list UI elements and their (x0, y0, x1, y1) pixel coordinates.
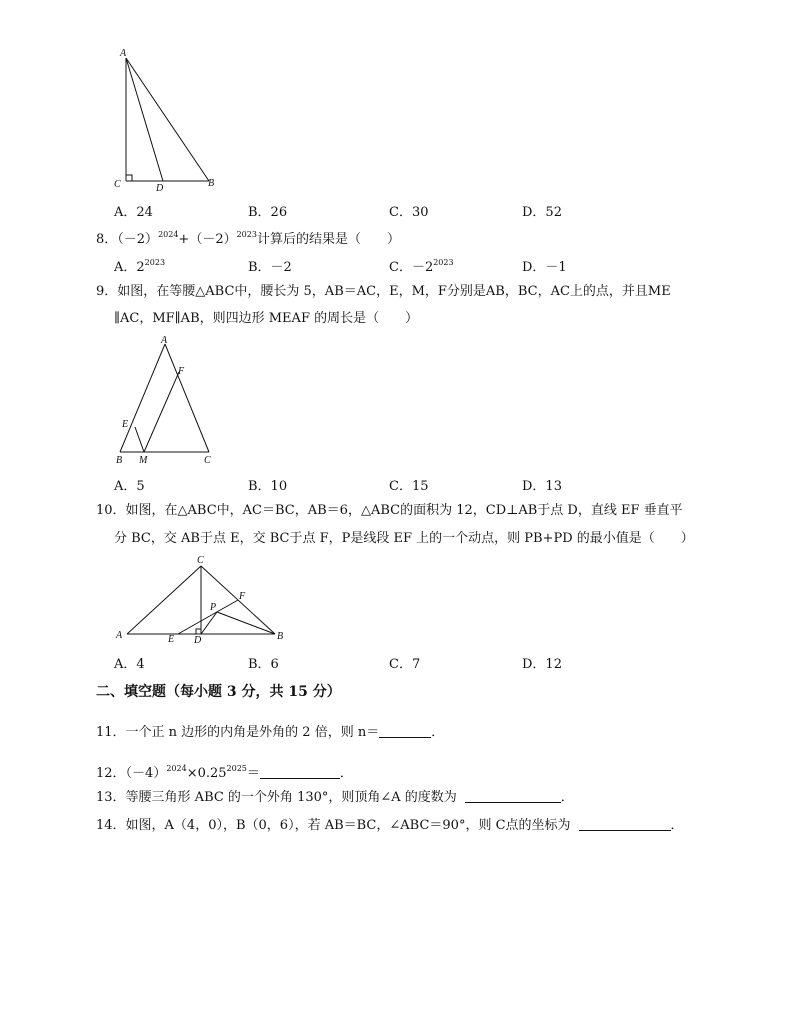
label-d: D (156, 183, 164, 194)
q10-figure (110, 552, 300, 647)
q10-option-d: D．12 (522, 657, 562, 672)
q10-stem-line1: 10．如图，在△ABC中，AC＝BC，AB＝6，△ABC的面积为 12，CD⊥AB于点 D，直线 EF 垂直平 (96, 503, 683, 518)
side-ab (126, 58, 209, 181)
label-f: F (239, 591, 246, 602)
q9-option-d: D．13 (522, 479, 562, 494)
q14-answer-blank[interactable] (579, 818, 671, 831)
q8-stem: 8．$(-2)^{2024}+(-2)^{2023}$计算后的结果是（ ） (96, 230, 400, 247)
segment-mf (144, 372, 179, 452)
q11-answer-blank[interactable] (379, 725, 431, 738)
label-c: C (197, 555, 204, 566)
right-angle-mark (126, 175, 132, 181)
q7-option-b: B．26 (248, 205, 288, 220)
label-m: M (139, 455, 148, 464)
q11: 11．一个正 n 边形的内角是外角的 2 倍，则 n＝ ． (96, 725, 445, 740)
q12: 12．$(-4)^{2024}\times 0.25^{2025}=$ ． (96, 764, 353, 781)
label-f: F (178, 366, 185, 377)
label-e: E (122, 419, 129, 430)
side-ac (165, 344, 209, 452)
q10-option-b: B．6 (248, 657, 279, 672)
segment-pb (217, 612, 275, 634)
label-a: A (161, 335, 168, 346)
q8-option-d: D．－1 (522, 260, 567, 275)
section-fill-in-title: 二、填空题（每小题 3 分，共 15 分） (96, 684, 341, 700)
q8-option-a: A．$2^{2023}$ (114, 258, 166, 275)
label-b: B (208, 178, 215, 189)
label-e: E (168, 634, 175, 645)
q10-option-c: C．7 (389, 657, 421, 672)
right-angle-mark (196, 629, 201, 634)
label-c: C (204, 455, 211, 464)
segment-pd (201, 612, 217, 634)
q13-answer-blank[interactable] (465, 790, 561, 803)
label-a: A (116, 630, 123, 641)
q9-stem-line1: 9．如图，在等腰△ABC中，腰长为 5，AB＝AC，E，M，F分别是AB，BC，AC上的点，并且ME (96, 284, 671, 299)
q7-figure (108, 46, 218, 196)
q8-option-c: C．$-2^{2023}$ (389, 258, 454, 275)
segment-em (135, 427, 144, 452)
q14: 14．如图，A（4，0），B（0，6），若 AB＝BC，∠ABC＝90°，则 C点的坐标为 ． (96, 818, 684, 833)
q12-answer-blank[interactable] (260, 766, 340, 779)
q7-option-a: A．24 (114, 205, 153, 220)
q13: 13．等腰三角形 ABC 的一个外角 130°，则顶角∠A 的度数为 ． (96, 790, 574, 805)
q9-figure (108, 334, 228, 464)
q7-option-c: C．30 (389, 205, 429, 220)
q10-stem-line2: 分 BC，交 AB于点 E，交 BC于点 F，P是线段 EF 上的一个动点，则 PB+PD 的最小值是（ ） (114, 531, 694, 546)
label-c: C (114, 179, 121, 190)
label-b: B (116, 455, 123, 464)
q9-option-b: B．10 (248, 479, 288, 494)
label-a: A (120, 48, 127, 59)
q8-option-b: B．－2 (248, 260, 292, 275)
q9-option-a: A．5 (114, 479, 145, 494)
q7-option-d: D．52 (522, 205, 562, 220)
q10-option-a: A．4 (114, 657, 145, 672)
label-p: P (210, 602, 217, 613)
segment-ad (126, 58, 163, 181)
side-ab (120, 344, 165, 452)
side-ac (127, 566, 201, 634)
q9-option-c: C．15 (389, 479, 429, 494)
label-b: B (277, 631, 284, 642)
q9-stem-line2: ∥AC，MF∥AB，则四边形 MEAF 的周长是（ ） (114, 311, 419, 326)
label-d: D (194, 635, 202, 646)
